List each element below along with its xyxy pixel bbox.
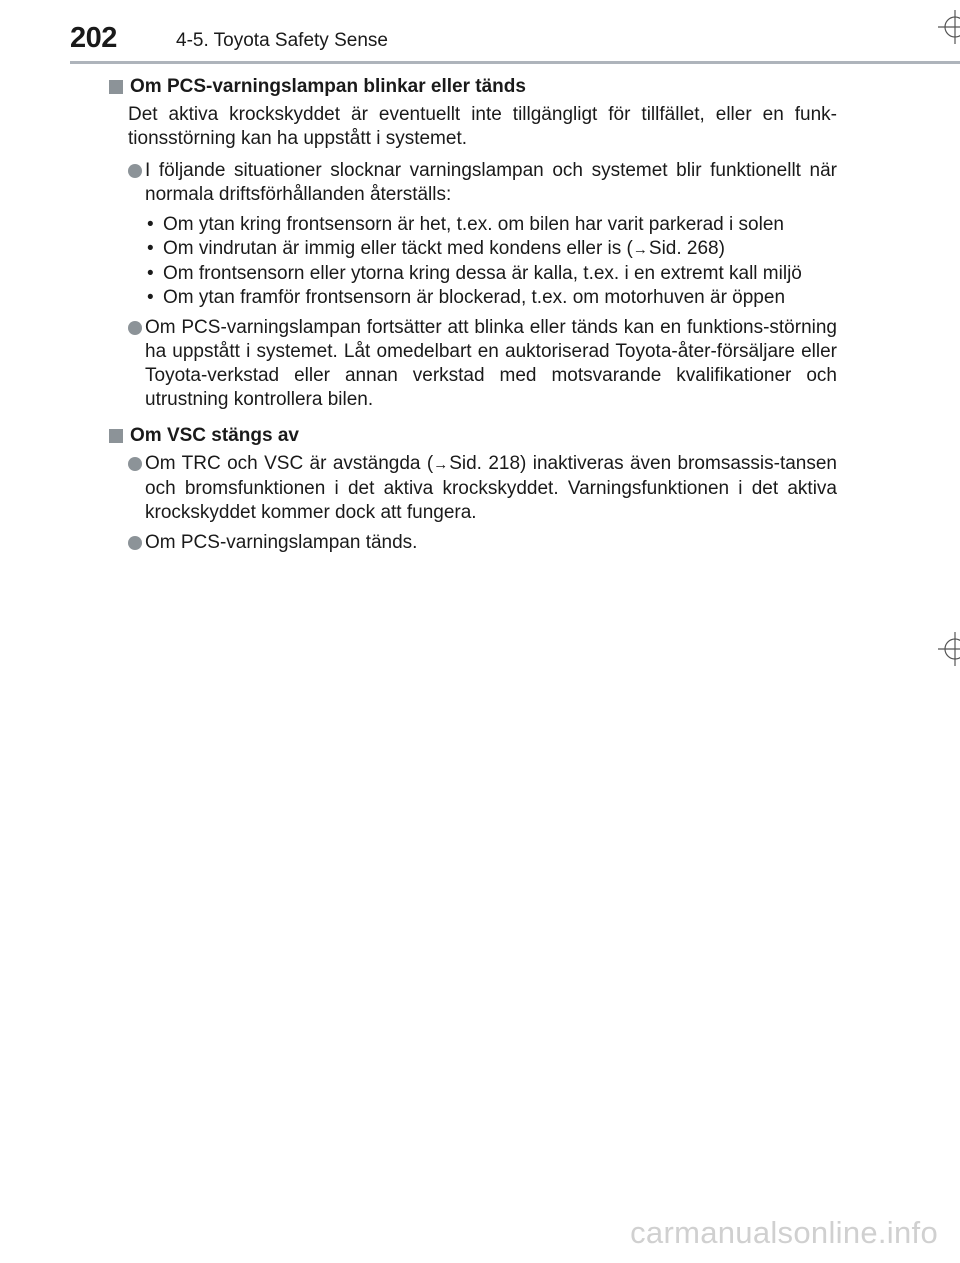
- sub-list-item-text: Om frontsensorn eller ytorna kring dessa är kalla, t.ex. i en extremt kall miljö: [163, 263, 802, 284]
- round-bullet-icon: [128, 164, 142, 178]
- section-heading: [109, 424, 837, 448]
- registration-mark-icon: [938, 632, 960, 666]
- list-item: [109, 316, 837, 412]
- list-item: [109, 531, 837, 555]
- round-bullet-icon: [128, 536, 142, 550]
- sub-list: [145, 213, 837, 310]
- section-title: 4-5. Toyota Safety Sense: [176, 30, 388, 51]
- sub-list-item: • Om ytan kring frontsensorn är het, t.ex. om bilen har varit parkerad i solen: [147, 214, 784, 235]
- page-number: 202: [70, 22, 117, 54]
- sub-list-item: • Om ytan framför frontsensorn är blockerad, t.ex. om motorhuven är öppen: [147, 287, 786, 308]
- round-bullet-icon: [128, 457, 142, 471]
- section-heading: [109, 75, 837, 99]
- page-reference-link[interactable]: Sid. 268): [648, 238, 725, 259]
- section-heading-text: Om VSC stängs av: [130, 425, 299, 446]
- list-item: [109, 452, 837, 525]
- list-item-text: Sid. 218) inaktiveras även bromsassis-tansen och bromsfunktionen i det aktiva krockskyddet. Varningsfunktionen i det aktiva krockskyddet kommer dock att fungera.: [145, 453, 837, 523]
- list-item-text: Om PCS-varningslampan fortsätter att blinka eller tänds kan en funktions-störning ha uppstått i systemet. Låt omedelbart en auktoriserad Toyota-åter-försäljare eller Toyota-verkstad eller annan verkstad med motsvarande kvalifikationer och utrustning kontrollera bilen.: [145, 317, 837, 410]
- sub-list-item-text: Om ytan kring frontsensorn är het, t.ex. om bilen har varit parkerad i solen: [163, 214, 784, 235]
- sub-list-item-text: Om vindrutan är immig eller täckt med kondens eller is (: [163, 238, 633, 259]
- round-bullet-icon: [128, 321, 142, 335]
- list-item: [109, 159, 837, 310]
- sub-list-item: • Om frontsensorn eller ytorna kring dessa är kalla, t.ex. i en extremt kall miljö: [147, 263, 802, 284]
- section-heading-text: Om PCS-varningslampan blinkar eller tänds: [130, 76, 526, 97]
- header-rule: [70, 61, 960, 64]
- registration-mark-icon: [938, 10, 960, 44]
- square-bullet-icon: [109, 429, 123, 443]
- section-paragraph: Det aktiva krockskyddet är eventuellt inte tillgängligt för tillfället, eller en funk-tionsstörning kan ha uppstått i systemet.: [128, 104, 837, 149]
- watermark: carmanualsonline.info: [630, 1215, 938, 1250]
- right-arrow-icon: →: [632, 241, 648, 258]
- sub-list-item: • Om vindrutan är immig eller täckt med kondens eller is (→Sid. 268): [145, 237, 837, 262]
- list-item-text: Om PCS-varningslampan tänds.: [145, 532, 418, 553]
- square-bullet-icon: [109, 80, 123, 94]
- right-arrow-icon: →: [433, 456, 449, 473]
- list-item-text: Om TRC och VSC är avstängda (: [145, 453, 434, 474]
- list-item-text: I följande situationer slocknar varningslampan och systemet blir funktionellt när normala driftsförhållanden återställs:: [145, 160, 837, 205]
- page-content: [109, 75, 837, 561]
- sub-list-item-text: Om ytan framför frontsensorn är blockerad, t.ex. om motorhuven är öppen: [163, 287, 786, 308]
